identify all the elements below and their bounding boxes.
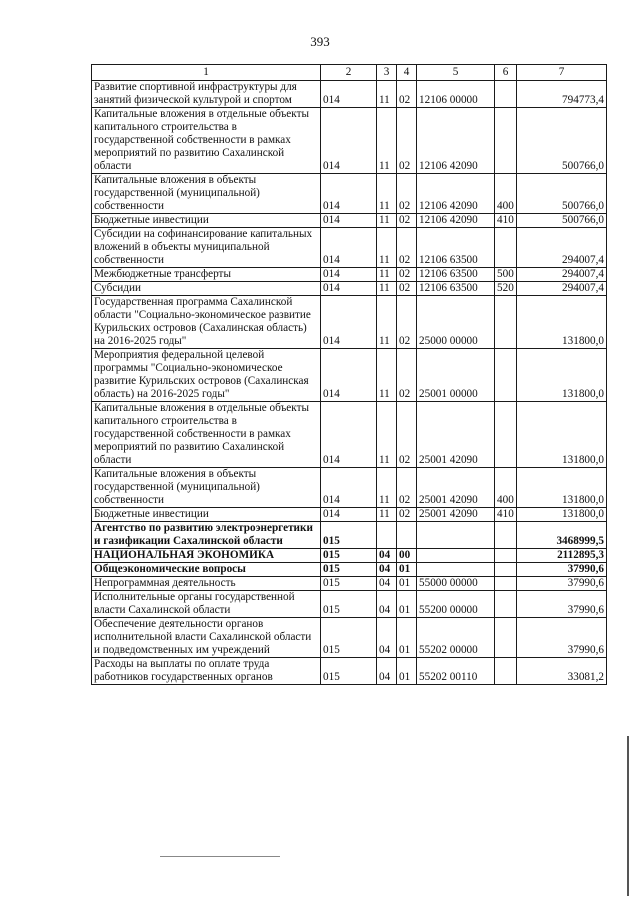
- ministry-code-cell: 015: [321, 577, 377, 591]
- amount-cell: 3468999,5: [517, 522, 607, 549]
- table-row: [92, 563, 607, 577]
- ministry-code-cell: 014: [321, 402, 377, 468]
- row-name-cell: Капитальные вложения в объекты государственной (муниципальной) собственности: [92, 174, 321, 214]
- amount-cell: 131800,0: [517, 349, 607, 402]
- column-header-5: 5: [417, 65, 495, 81]
- ministry-code-cell: 014: [321, 468, 377, 508]
- table-row: [92, 228, 607, 268]
- budget-table: [91, 64, 607, 685]
- section-code-cell: 11: [377, 268, 397, 282]
- row-name-cell: Обеспечение деятельности органов исполнительной власти Сахалинской области и подведомственных им учреждений: [92, 618, 321, 658]
- section-code-cell: [377, 522, 397, 549]
- row-name-cell: Бюджетные инвестиции: [92, 508, 321, 522]
- target-article-cell: 12106 42090: [417, 108, 495, 174]
- expense-type-cell: [495, 522, 517, 549]
- target-article-cell: 12106 00000: [417, 81, 495, 108]
- section-code-cell: 11: [377, 214, 397, 228]
- subsection-code-cell: 02: [397, 508, 417, 522]
- row-name-cell: Мероприятия федеральной целевой программы "Социально-экономическое развитие Курильских островов (Сахалинская область) на 2016-2025 годы": [92, 349, 321, 402]
- target-article-cell: 25001 42090: [417, 508, 495, 522]
- target-article-cell: 12106 63500: [417, 228, 495, 268]
- section-code-cell: 04: [377, 549, 397, 563]
- ministry-code-cell: 014: [321, 214, 377, 228]
- target-article-cell: 12106 42090: [417, 174, 495, 214]
- target-article-cell: 12106 63500: [417, 282, 495, 296]
- table-row: [92, 296, 607, 349]
- section-code-cell: 11: [377, 81, 397, 108]
- table-row: [92, 577, 607, 591]
- ministry-code-cell: 014: [321, 81, 377, 108]
- section-code-cell: 11: [377, 508, 397, 522]
- expense-type-cell: 410: [495, 508, 517, 522]
- ministry-code-cell: 014: [321, 349, 377, 402]
- target-article-cell: 12106 42090: [417, 214, 495, 228]
- amount-cell: 294007,4: [517, 268, 607, 282]
- ministry-code-cell: 015: [321, 549, 377, 563]
- table-row: [92, 402, 607, 468]
- expense-type-cell: 500: [495, 268, 517, 282]
- scan-artifact-line: [160, 856, 280, 857]
- ministry-code-cell: 015: [321, 522, 377, 549]
- subsection-code-cell: 01: [397, 577, 417, 591]
- row-name-cell: Субсидии на софинансирование капитальных вложений в объекты муниципальной собственности: [92, 228, 321, 268]
- subsection-code-cell: 02: [397, 468, 417, 508]
- table-row: [92, 468, 607, 508]
- table-row: [92, 108, 607, 174]
- section-code-cell: 04: [377, 658, 397, 685]
- amount-cell: 131800,0: [517, 402, 607, 468]
- expense-type-cell: [495, 618, 517, 658]
- target-article-cell: [417, 563, 495, 577]
- amount-cell: 37990,6: [517, 591, 607, 618]
- ministry-code-cell: 015: [321, 563, 377, 577]
- subsection-code-cell: 02: [397, 282, 417, 296]
- subsection-code-cell: 02: [397, 296, 417, 349]
- amount-cell: 500766,0: [517, 174, 607, 214]
- section-code-cell: 04: [377, 577, 397, 591]
- subsection-code-cell: 02: [397, 214, 417, 228]
- amount-cell: 294007,4: [517, 228, 607, 268]
- amount-cell: 37990,6: [517, 618, 607, 658]
- target-article-cell: 55202 00000: [417, 618, 495, 658]
- section-code-cell: 11: [377, 174, 397, 214]
- subsection-code-cell: 01: [397, 591, 417, 618]
- expense-type-cell: [495, 591, 517, 618]
- subsection-code-cell: 02: [397, 81, 417, 108]
- target-article-cell: 55200 00000: [417, 591, 495, 618]
- expense-type-cell: [495, 228, 517, 268]
- subsection-code-cell: 00: [397, 549, 417, 563]
- ministry-code-cell: 015: [321, 591, 377, 618]
- subsection-code-cell: 02: [397, 349, 417, 402]
- section-code-cell: 11: [377, 108, 397, 174]
- row-name-cell: Общеэкономические вопросы: [92, 563, 321, 577]
- row-name-cell: Субсидии: [92, 282, 321, 296]
- table-row: [92, 81, 607, 108]
- table-body: [92, 81, 607, 685]
- amount-cell: 131800,0: [517, 468, 607, 508]
- section-code-cell: 04: [377, 618, 397, 658]
- column-header-6: 6: [495, 65, 517, 81]
- expense-type-cell: [495, 563, 517, 577]
- section-code-cell: 04: [377, 591, 397, 618]
- header-row: [92, 65, 607, 81]
- table-row: [92, 282, 607, 296]
- subsection-code-cell: 02: [397, 174, 417, 214]
- expense-type-cell: [495, 349, 517, 402]
- target-article-cell: 25001 00000: [417, 349, 495, 402]
- row-name-cell: НАЦИОНАЛЬНАЯ ЭКОНОМИКА: [92, 549, 321, 563]
- row-name-cell: Межбюджетные трансферты: [92, 268, 321, 282]
- column-header-7: 7: [517, 65, 607, 81]
- expense-type-cell: [495, 658, 517, 685]
- column-header-4: 4: [397, 65, 417, 81]
- amount-cell: 294007,4: [517, 282, 607, 296]
- row-name-cell: Расходы на выплаты по оплате труда работников государственных органов: [92, 658, 321, 685]
- table-row: [92, 522, 607, 549]
- subsection-code-cell: 01: [397, 658, 417, 685]
- target-article-cell: 25001 42090: [417, 402, 495, 468]
- subsection-code-cell: 02: [397, 108, 417, 174]
- expense-type-cell: 520: [495, 282, 517, 296]
- expense-type-cell: [495, 577, 517, 591]
- table-row: [92, 618, 607, 658]
- table-row: [92, 214, 607, 228]
- target-article-cell: 55000 00000: [417, 577, 495, 591]
- subsection-code-cell: 02: [397, 228, 417, 268]
- column-header-2: 2: [321, 65, 377, 81]
- page-number: 393: [310, 34, 330, 49]
- expense-type-cell: 410: [495, 214, 517, 228]
- expense-type-cell: [495, 549, 517, 563]
- table-row: [92, 349, 607, 402]
- table-row: [92, 174, 607, 214]
- ministry-code-cell: 014: [321, 508, 377, 522]
- row-name-cell: Развитие спортивной инфраструктуры для занятий физической культурой и спортом: [92, 81, 321, 108]
- table-row: [92, 591, 607, 618]
- target-article-cell: [417, 549, 495, 563]
- section-code-cell: 04: [377, 563, 397, 577]
- section-code-cell: 11: [377, 402, 397, 468]
- expense-type-cell: 400: [495, 174, 517, 214]
- column-header-3: 3: [377, 65, 397, 81]
- target-article-cell: 55202 00110: [417, 658, 495, 685]
- amount-cell: 500766,0: [517, 214, 607, 228]
- amount-cell: 500766,0: [517, 108, 607, 174]
- subsection-code-cell: 01: [397, 618, 417, 658]
- subsection-code-cell: 02: [397, 402, 417, 468]
- row-name-cell: Агентство по развитию электроэнергетики и газификации Сахалинской области: [92, 522, 321, 549]
- ministry-code-cell: 015: [321, 658, 377, 685]
- column-header-1: 1: [92, 65, 321, 81]
- row-name-cell: Капитальные вложения в объекты государственной (муниципальной) собственности: [92, 468, 321, 508]
- target-article-cell: [417, 522, 495, 549]
- table-row: [92, 549, 607, 563]
- subsection-code-cell: 02: [397, 268, 417, 282]
- row-name-cell: Непрограммная деятельность: [92, 577, 321, 591]
- row-name-cell: Капитальные вложения в отдельные объекты капитального строительства в государственной собственности в рамках мероприятий по развитию Сахалинской области: [92, 108, 321, 174]
- row-name-cell: Государственная программа Сахалинской области "Социально-экономическое развитие Курильских островов (Сахалинская область) на 2016-2025 годы": [92, 296, 321, 349]
- expense-type-cell: [495, 81, 517, 108]
- amount-cell: 33081,2: [517, 658, 607, 685]
- table-row: [92, 268, 607, 282]
- table-row: [92, 658, 607, 685]
- ministry-code-cell: 014: [321, 108, 377, 174]
- row-name-cell: Бюджетные инвестиции: [92, 214, 321, 228]
- target-article-cell: 12106 63500: [417, 268, 495, 282]
- amount-cell: 37990,6: [517, 577, 607, 591]
- section-code-cell: 11: [377, 228, 397, 268]
- scan-edge-mark: [627, 736, 629, 896]
- table-row: [92, 508, 607, 522]
- section-code-cell: 11: [377, 468, 397, 508]
- section-code-cell: 11: [377, 282, 397, 296]
- target-article-cell: 25000 00000: [417, 296, 495, 349]
- section-code-cell: 11: [377, 349, 397, 402]
- expense-type-cell: [495, 108, 517, 174]
- ministry-code-cell: 014: [321, 282, 377, 296]
- row-name-cell: Исполнительные органы государственной власти Сахалинской области: [92, 591, 321, 618]
- ministry-code-cell: 014: [321, 268, 377, 282]
- amount-cell: 794773,4: [517, 81, 607, 108]
- target-article-cell: 25001 42090: [417, 468, 495, 508]
- expense-type-cell: [495, 402, 517, 468]
- row-name-cell: Капитальные вложения в отдельные объекты капитального строительства в государственной собственности в рамках мероприятий по развитию Сахалинской области: [92, 402, 321, 468]
- amount-cell: 2112895,3: [517, 549, 607, 563]
- expense-type-cell: 400: [495, 468, 517, 508]
- subsection-code-cell: 01: [397, 563, 417, 577]
- section-code-cell: 11: [377, 296, 397, 349]
- ministry-code-cell: 015: [321, 618, 377, 658]
- expense-type-cell: [495, 296, 517, 349]
- subsection-code-cell: [397, 522, 417, 549]
- amount-cell: 37990,6: [517, 563, 607, 577]
- amount-cell: 131800,0: [517, 296, 607, 349]
- amount-cell: 131800,0: [517, 508, 607, 522]
- ministry-code-cell: 014: [321, 174, 377, 214]
- ministry-code-cell: 014: [321, 228, 377, 268]
- ministry-code-cell: 014: [321, 296, 377, 349]
